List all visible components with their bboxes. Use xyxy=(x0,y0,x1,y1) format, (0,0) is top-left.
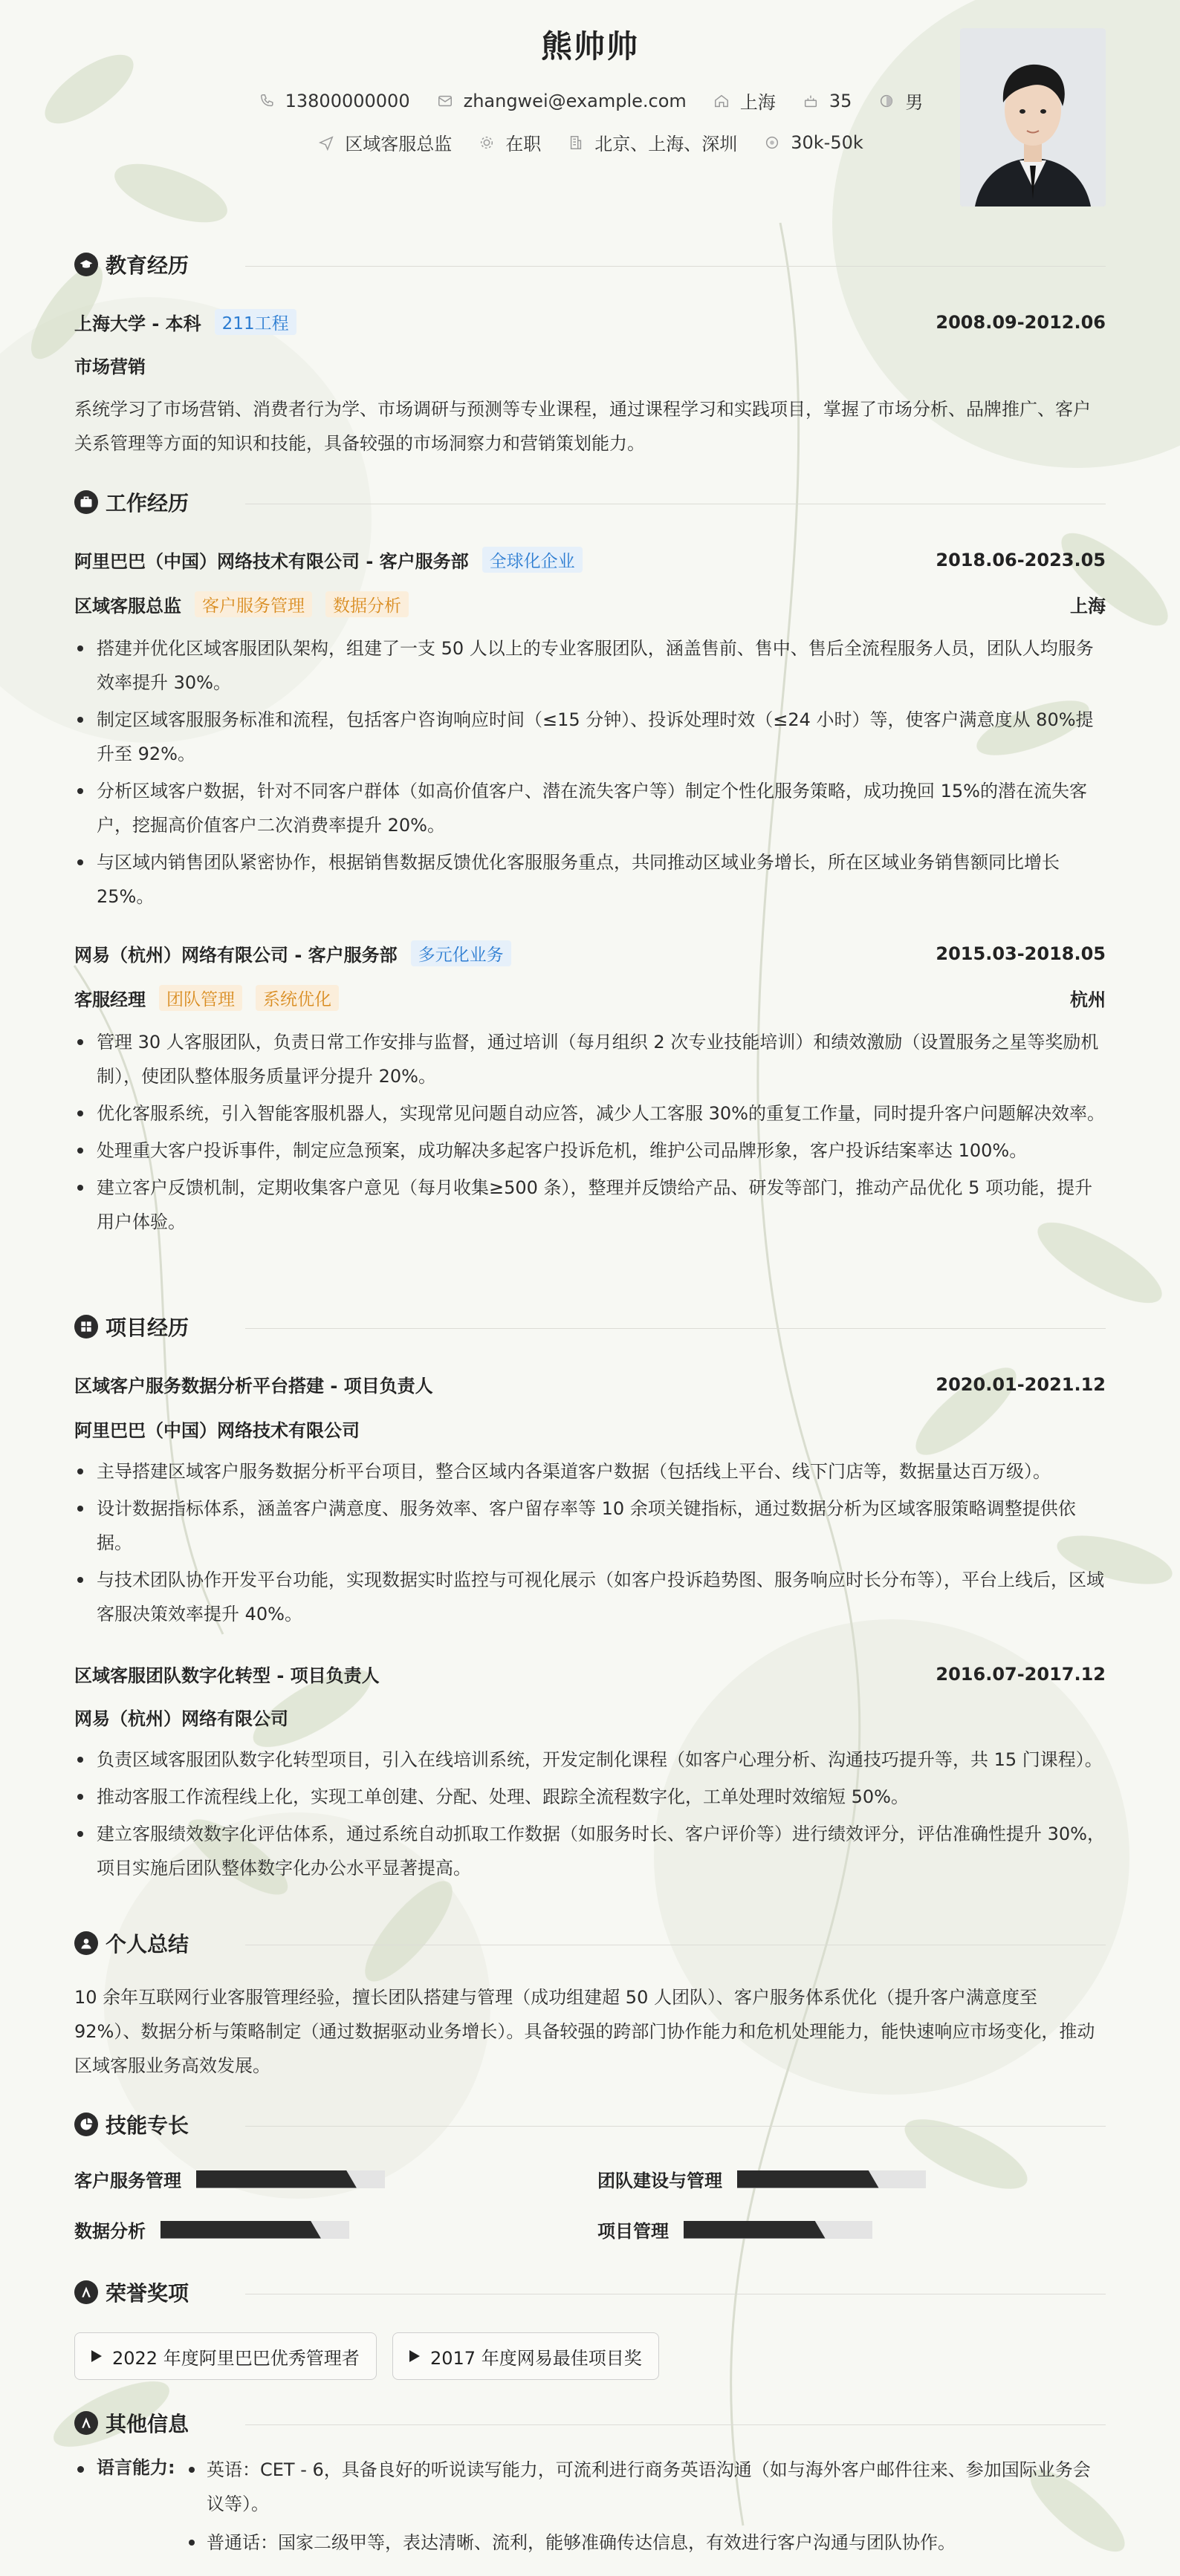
list-item: 设计数据指标体系，涵盖客户满意度、服务效率、客户留存率等 10 余项关键指标，通过数据分析为区域客服策略调整提供依据。 xyxy=(74,1492,1106,1560)
summary-section-title: 个人总结 xyxy=(74,1928,189,1958)
skill-fill xyxy=(161,2221,321,2239)
skill-name: 项目管理 xyxy=(597,2221,669,2242)
role-name: 区域客服总监 xyxy=(74,596,181,617)
job-bullets xyxy=(74,631,1106,917)
salary-item xyxy=(762,132,863,153)
coin-icon xyxy=(762,133,782,152)
salary-text: 30k-50k xyxy=(791,131,863,153)
skill-name: 数据分析 xyxy=(74,2221,146,2242)
company-name: 网易（杭州）网络有限公司 - 客户服务部 xyxy=(74,945,398,966)
pie-chart-icon xyxy=(74,2112,98,2136)
skill-fill xyxy=(196,2170,357,2188)
home-icon xyxy=(712,91,731,111)
award-badge xyxy=(74,2332,377,2380)
language-list xyxy=(186,2453,1106,2564)
job-period: 2015.03-2018.05 xyxy=(936,943,1106,964)
list-item: 建立客服绩效数字化评估体系，通过系统自动抓取工作数据（如服务时长、客户评价等）进行绩效评分，评估准确性提升 30%，项目实施后团队整体数字化办公水平显著提高。 xyxy=(74,1817,1106,1885)
job-location: 杭州 xyxy=(1070,989,1106,1010)
city-text: 上海 xyxy=(739,92,776,113)
position-item xyxy=(317,129,452,155)
skill-name: 团队建设与管理 xyxy=(597,2170,722,2191)
project-company: 网易（杭州）网络有限公司 xyxy=(74,1708,288,1729)
gear-icon xyxy=(477,133,496,152)
list-item: 优化客服系统，引入智能客服机器人，实现常见问题自动应答，减少人工客服 30%的重复工作量，同时提升客户问题解决效率。 xyxy=(74,1096,1106,1131)
cake-icon xyxy=(801,91,820,111)
gender-item xyxy=(877,88,923,114)
project-bullets xyxy=(74,1454,1106,1634)
school-tag: 211工程 xyxy=(215,309,296,335)
other-section-title: 其他信息 xyxy=(74,2408,189,2438)
company-tag: 全球化企业 xyxy=(482,547,583,573)
project-period: 2016.07-2017.12 xyxy=(936,1663,1106,1685)
project-company-row xyxy=(74,1416,1106,1442)
project-section-title: 项目经历 xyxy=(74,1312,189,1341)
job-header xyxy=(74,547,1106,573)
summary-text: 10 余年互联网行业客服管理经验，擅长团队搭建与管理（成功组建超 50 人团队）、客户服务体系优化（提升客户满意度至 92%）、数据分析与策略制定（通过数据驱动业务增长）。具备较强的跨部门协作能力和危机处理能力，能快速响应市场变化，推动区域客服业务高效发展。 xyxy=(74,1987,1095,2076)
skill-bar xyxy=(737,2170,926,2188)
section-divider xyxy=(245,2424,1106,2425)
list-item: 主导搭建区域客户服务数据分析平台项目，整合区域内各渠道客户数据（包括线上平台、线下门店等，数据量达百万级）。 xyxy=(74,1454,1106,1489)
list-item: 负责区域客服团队数字化转型项目，引入在线培训系统，开发定制化课程（如客户心理分析、沟通技巧提升等，共 15 门课程）。 xyxy=(74,1743,1106,1777)
project-header xyxy=(74,1371,1106,1397)
company-tag: 多元化业务 xyxy=(411,940,511,966)
list-item: 与技术团队协作开发平台功能，实现数据实时监控与可视化展示（如客户投诉趋势图、服务响应时长分布等），平台上线后，区域客服决策效率提升 40%。 xyxy=(74,1563,1106,1631)
list-item: 制定区域客服服务标准和流程，包括客户咨询响应时间（≤15 分钟）、投诉处理时效（≤24 小时）等，使客户满意度从 80%提升至 92%。 xyxy=(74,703,1106,771)
list-item: 搭建并优化区域客服团队架构，组建了一支 50 人以上的专业客服团队，涵盖售前、售中、售后全流程服务人员，团队人均服务效率提升 30%。 xyxy=(74,631,1106,700)
profile-photo xyxy=(960,28,1106,206)
list-item: 分析区域客户数据，针对不同客户群体（如高价值客户、潜在流失客户等）制定个性化服务策略，成功挽回 15%的潜在流失客户，挖掘高价值客户二次消费率提升 20%。 xyxy=(74,774,1106,842)
work-section-title: 工作经历 xyxy=(74,487,189,517)
gender-text: 男 xyxy=(905,92,924,113)
project-bullets xyxy=(74,1743,1106,1888)
skill-item xyxy=(597,2166,926,2192)
skill-fill xyxy=(684,2221,826,2239)
play-icon xyxy=(91,2350,102,2362)
section-divider xyxy=(245,1328,1106,1329)
email-item xyxy=(435,91,687,111)
age-text: 35 xyxy=(829,90,852,111)
job-period: 2018.06-2023.05 xyxy=(936,549,1106,570)
position-text: 区域客服总监 xyxy=(345,134,453,155)
project-name: 区域客户服务数据分析平台搭建 - 项目负责人 xyxy=(74,1376,433,1396)
phone-icon xyxy=(257,91,276,111)
skill-bar xyxy=(196,2170,385,2188)
city-item xyxy=(712,88,776,114)
phone-text: 13800000000 xyxy=(285,90,410,111)
major-row xyxy=(74,352,1106,378)
awards-section-title: 荣誉奖项 xyxy=(74,2277,189,2307)
skill-bar xyxy=(684,2221,872,2239)
skill-item xyxy=(74,2216,349,2242)
award-icon xyxy=(74,2280,98,2304)
list-item: 普通话：国家二级甲等，表达清晰、流利，能够准确传达信息，有效进行客户沟通与团队协作。 xyxy=(186,2525,1106,2560)
section-divider xyxy=(245,2126,1106,2127)
language-label: 语言能力: xyxy=(74,2453,175,2479)
role-row xyxy=(74,985,1106,1011)
education-description: 系统学习了市场营销、消费者行为学、市场调研与预测等专业课程，通过课程学习和实践项目，掌握了市场分析、品牌推广、客户关系管理等方面的知识和技能，具备较强的市场洞察力和营销策划能力。 xyxy=(74,399,1091,454)
role-tag: 团队管理 xyxy=(159,985,242,1011)
briefcase-icon xyxy=(74,490,98,514)
list-item: 推动客服工作流程线上化，实现工单创建、分配、处理、跟踪全流程数字化，工单处理时效缩短 50%。 xyxy=(74,1780,1106,1814)
skill-item xyxy=(74,2166,385,2192)
role-row xyxy=(74,591,1106,617)
user-icon xyxy=(74,1931,98,1955)
education-header xyxy=(74,309,1106,335)
email-text: zhangwei@example.com xyxy=(463,90,687,111)
candidate-name: 熊帅帅 xyxy=(540,28,639,65)
project-name: 区域客服团队数字化转型 - 项目负责人 xyxy=(74,1665,380,1686)
mail-icon xyxy=(435,91,455,111)
project-company: 阿里巴巴（中国）网络技术有限公司 xyxy=(74,1420,360,1441)
skill-item xyxy=(597,2216,872,2242)
gender-icon xyxy=(877,91,896,111)
award-text: 2022 年度阿里巴巴优秀管理者 xyxy=(112,2347,360,2369)
project-period: 2020.01-2021.12 xyxy=(936,1373,1106,1395)
skill-fill xyxy=(737,2170,879,2188)
grid-icon xyxy=(74,1315,98,1339)
project-company-row xyxy=(74,1704,1106,1730)
list-item: 与区域内销售团队紧密协作，根据销售数据反馈优化客服服务重点，共同推动区域业务增长，所在区域业务销售额同比增长 25%。 xyxy=(74,845,1106,914)
skills-section-title: 技能专长 xyxy=(74,2110,189,2139)
list-item: 建立客户反馈机制，定期收集客户意见（每月收集≥500 条），整理并反馈给产品、研发等部门，推动产品优化 5 项功能，提升用户体验。 xyxy=(74,1171,1106,1239)
skill-bar xyxy=(161,2221,349,2239)
list-item: 处理重大客户投诉事件，制定应急预案，成功解决多起客户投诉危机，维护公司品牌形象，客户投诉结案率达 100%。 xyxy=(74,1133,1106,1168)
role-tag: 系统优化 xyxy=(256,985,339,1011)
role-tag: 客户服务管理 xyxy=(195,591,312,617)
skill-name: 客户服务管理 xyxy=(74,2170,181,2191)
school-name: 上海大学 - 本科 xyxy=(74,313,201,334)
status-text: 在职 xyxy=(505,134,542,155)
award-badge xyxy=(392,2332,659,2380)
major-name: 市场营销 xyxy=(74,357,146,377)
award-text: 2017 年度网易最佳项目奖 xyxy=(430,2347,642,2369)
building-icon xyxy=(566,133,586,152)
status-item xyxy=(477,129,541,155)
role-name: 客服经理 xyxy=(74,989,146,1010)
job-header xyxy=(74,940,1106,966)
cities-text: 北京、上海、深圳 xyxy=(594,134,738,155)
job-location: 上海 xyxy=(1070,596,1106,617)
phone-item xyxy=(257,91,410,111)
send-icon xyxy=(317,133,336,152)
list-item: 管理 30 人客服团队，负责日常工作安排与监督，通过培训（每月组织 2 次专业技能培训）和绩效激励（设置服务之星等奖励机制），使团队整体服务质量评分提升 20%。 xyxy=(74,1025,1106,1093)
company-name: 阿里巴巴（中国）网络技术有限公司 - 客户服务部 xyxy=(74,551,469,572)
age-item xyxy=(801,91,852,111)
graduation-cap-icon xyxy=(74,253,98,276)
role-tag: 数据分析 xyxy=(325,591,409,617)
project-header xyxy=(74,1661,1106,1687)
education-period: 2008.09-2012.06 xyxy=(936,311,1106,333)
info-icon xyxy=(74,2411,98,2435)
list-item: 英语：CET - 6，具备良好的听说读写能力，可流利进行商务英语沟通（如与海外客户邮件往来、参加国际业务会议等）。 xyxy=(186,2453,1106,2521)
section-divider xyxy=(245,266,1106,267)
play-icon xyxy=(409,2350,420,2362)
education-section-title: 教育经历 xyxy=(74,250,189,279)
job-bullets xyxy=(74,1025,1106,1242)
cities-item xyxy=(566,129,737,155)
